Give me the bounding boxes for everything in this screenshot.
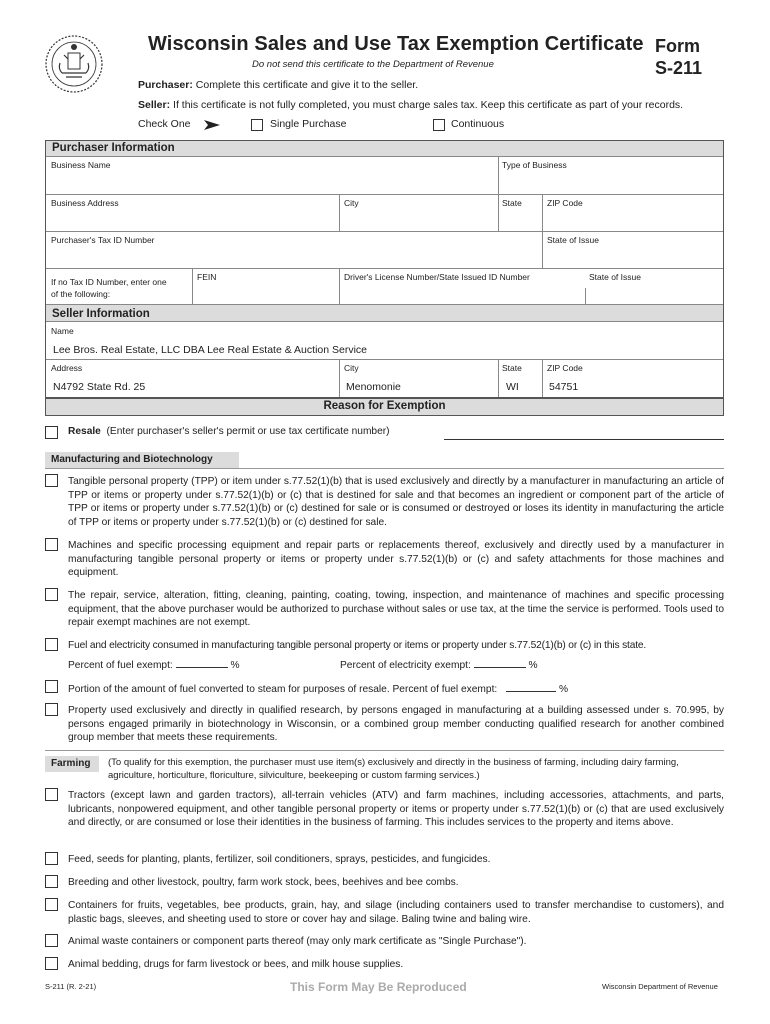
seller-state-value[interactable]: WI: [506, 381, 519, 393]
pct-elec-field[interactable]: [474, 657, 526, 668]
farming-header: Farming: [45, 756, 99, 772]
mfg-repair-text: The repair, service, alteration, fitting, cleaning, painting, coating, towing, inspection, and maintenance of machines and specific processing equipment, that the above purchaser would be authorized to purchase without sales or use tax, at the time the service is performed. Tools used to repair exempt machines are not exempt.: [68, 590, 724, 629]
farm-containers-checkbox[interactable]: [45, 898, 58, 911]
farm-feed-text: Feed, seeds for planting, plants, fertilizer, soil conditioners, sprays, pesticides, and fungicides.: [68, 854, 491, 865]
drivers-license-label: Driver's License Number/State Issued ID Number: [344, 272, 530, 282]
purchaser-section-header: Purchaser Information: [46, 141, 723, 157]
fuel-text: Fuel and electricity consumed in manufacturing tangible personal property or items or property under s.77.52(1)(b) or (c) in this state.: [68, 640, 647, 651]
resale-label: Resale: [68, 426, 101, 437]
pct-elec-row: [340, 657, 538, 671]
fuel-checkbox[interactable]: [45, 638, 58, 651]
pct-fuel-label: Percent of fuel exempt:: [68, 660, 173, 671]
zip-label: ZIP Code: [547, 198, 583, 208]
pct-sign: %: [558, 684, 568, 695]
manufacturing-header: Manufacturing and Biotechnology: [45, 452, 239, 468]
footer-department: Wisconsin Department of Revenue: [602, 982, 718, 991]
purchaser-instruction-text: Complete this certificate and give it to the seller.: [195, 79, 419, 91]
continuous-checkbox[interactable]: [433, 119, 445, 131]
pct-elec-label: Percent of electricity exempt:: [340, 660, 471, 671]
single-purchase-checkbox[interactable]: [251, 119, 263, 131]
divider: [498, 157, 499, 194]
purchaser-instruction-label: Purchaser:: [138, 79, 193, 91]
divider: [45, 750, 724, 751]
farm-tractors-text: Tractors (except lawn and garden tractors), all-terrain vehicles (ATV) and farm machines, including accessories, attachments, and parts, lubricants, nonpowered equipment, and other tangible personal property or items or property under s.77.52(1)(b) or (c) that are used exclusively and directly, or are consumed or lose their identities in the business of farming. This includes services to the property and items above.: [68, 790, 724, 829]
pct-fuel-field[interactable]: [176, 657, 228, 668]
steam-text: Portion of the amount of fuel converted to steam for purposes of resale. Percent of fuel exempt:: [68, 684, 498, 695]
resale-number-field[interactable]: [444, 439, 724, 440]
single-purchase-label: Single Purchase: [270, 118, 347, 130]
business-name-label: Business Name: [51, 160, 111, 170]
divider: [45, 468, 724, 469]
continuous-label: Continuous: [451, 118, 505, 130]
seller-zip-value[interactable]: 54751: [549, 381, 579, 393]
farm-livestock-checkbox[interactable]: [45, 875, 58, 888]
seller-section-header: Seller Information: [46, 304, 723, 322]
mfg-tpp-checkbox[interactable]: [45, 474, 58, 487]
arrow-right-icon: [204, 119, 220, 131]
mfg-machines-checkbox[interactable]: [45, 538, 58, 551]
seller-instruction: [138, 99, 683, 111]
wisconsin-seal-icon: [44, 33, 104, 95]
business-address-label: Business Address: [51, 198, 119, 208]
state-of-issue-label: State of Issue: [547, 235, 599, 245]
type-of-business-label: Type of Business: [502, 160, 567, 170]
divider: [46, 194, 723, 195]
fein-label: FEIN: [197, 272, 217, 282]
seller-city-label: City: [344, 363, 359, 373]
form-subtitle: Do not send this certificate to the Department of Revenue: [252, 59, 494, 70]
seller-instruction-label: Seller:: [138, 99, 171, 111]
divider: [498, 359, 499, 397]
divider: [542, 194, 543, 231]
seller-address-label: Address: [51, 363, 83, 373]
divider: [192, 268, 193, 304]
divider: [542, 231, 543, 268]
tax-id-label: Purchaser's Tax ID Number: [51, 235, 155, 245]
divider: [339, 194, 340, 231]
form-number: S-211: [655, 58, 703, 78]
divider: [46, 231, 723, 232]
farm-waste-text: Animal waste containers or component parts thereof (may only mark certificate as "Single Purchase").: [68, 936, 527, 947]
farm-bedding-text: Animal bedding, drugs for farm livestock or bees, and milk house supplies.: [68, 959, 404, 970]
seller-state-label: State: [502, 363, 522, 373]
mfg-tpp-text: Tangible personal property (TPP) or item under s.77.52(1)(b) that is used exclusively and directly by a manufacturer in manufacturing an article of TPP or items or property under s.77.52(1)(b) or (c) that is destined for sale and that becomes an ingredient or component part of the article of TPP or items or property under s.77.52(1)(b) or (c) destined for sale or is consumed or destroyed or loses its identity in manufacturing the article of TPP or items or property under s.77.52(1)(b) or (c) destined for sale.: [68, 476, 724, 528]
farm-livestock-text: Breeding and other livestock, poultry, farm work stock, bees, beehives and bee combs.: [68, 877, 459, 888]
steam-checkbox[interactable]: [45, 680, 58, 693]
farm-containers-text: Containers for fruits, vegetables, bee products, grain, hay, and silage (including containers used to transfer merchandise to customers), and plastic bags, sleeves, and sheeting used to store or cover hay and silage. Baling twine and baling wire.: [68, 900, 724, 925]
seller-zip-label: ZIP Code: [547, 363, 583, 373]
research-text: Property used exclusively and directly in qualified research, by persons engaged in manufacturing at a building assessed under s. 70.995, by persons engaged primarily in biotechnology in Wisconsin, or a combined group member conducting qualified research for another combined group member that meets these requirements.: [68, 705, 724, 744]
check-one-label: Check One: [138, 118, 191, 130]
form-title: Wisconsin Sales and Use Tax Exemption Certificate: [148, 33, 644, 55]
state-of-issue-2-label: State of Issue: [589, 272, 641, 282]
mfg-repair-checkbox[interactable]: [45, 588, 58, 601]
city-label: City: [344, 198, 359, 208]
purchaser-instruction: [138, 79, 418, 91]
check-one-row: [138, 118, 191, 130]
pct-fuel-row: [68, 657, 240, 671]
mfg-machines-text: Machines and specific processing equipment and repair parts or replacements thereof, exclusively and directly used by a manufacturer in manufacturing tangible personal property or items or property under s.77.52(1)(b) or (c) and safety attachments for those machines and equipment.: [68, 540, 724, 579]
seller-address-value[interactable]: N4792 State Rd. 25: [53, 381, 146, 393]
research-checkbox[interactable]: [45, 703, 58, 716]
steam-pct-field[interactable]: [506, 681, 556, 692]
pct-sign: %: [528, 660, 538, 671]
farm-bedding-checkbox[interactable]: [45, 957, 58, 970]
form-label: Form: [655, 36, 700, 56]
farm-tractors-checkbox[interactable]: [45, 788, 58, 801]
reason-header: Reason for Exemption: [45, 398, 724, 416]
farm-waste-checkbox[interactable]: [45, 934, 58, 947]
resale-row: [68, 426, 390, 437]
divider: [542, 359, 543, 397]
resale-checkbox[interactable]: [45, 426, 58, 439]
pct-sign: %: [230, 660, 240, 671]
seller-instruction-text: If this certificate is not fully completed, you must charge sales tax. Keep this certificate as part of your records.: [173, 99, 684, 111]
form-number-block: [655, 35, 702, 79]
no-tax-id-line2: of the following:: [51, 289, 111, 299]
no-tax-id-label: [51, 276, 167, 300]
divider: [585, 288, 586, 304]
seller-city-value[interactable]: Menomonie: [346, 381, 401, 393]
footer-reproduced: This Form May Be Reproduced: [290, 980, 467, 994]
farming-note: (To qualify for this exemption, the purchaser must use item(s) exclusively and directly in the business of farming, including dairy farming, agriculture, horticulture, floriculture, silviculture, beekeeping or custom farming services.): [108, 757, 679, 781]
seller-name-label: Name: [51, 326, 74, 336]
resale-text: (Enter purchaser's seller's permit or use tax certificate number): [106, 426, 390, 437]
divider: [498, 194, 499, 231]
divider: [339, 359, 340, 397]
footer-form-id: S-211 (R. 2-21): [45, 982, 97, 991]
divider: [46, 268, 723, 269]
farm-feed-checkbox[interactable]: [45, 852, 58, 865]
no-tax-id-line1: If no Tax ID Number, enter one: [51, 277, 167, 287]
steam-row: [68, 681, 568, 695]
seller-name-value[interactable]: Lee Bros. Real Estate, LLC DBA Lee Real Estate & Auction Service: [53, 344, 368, 356]
divider: [339, 268, 340, 304]
state-label: State: [502, 198, 522, 208]
divider: [46, 359, 723, 360]
